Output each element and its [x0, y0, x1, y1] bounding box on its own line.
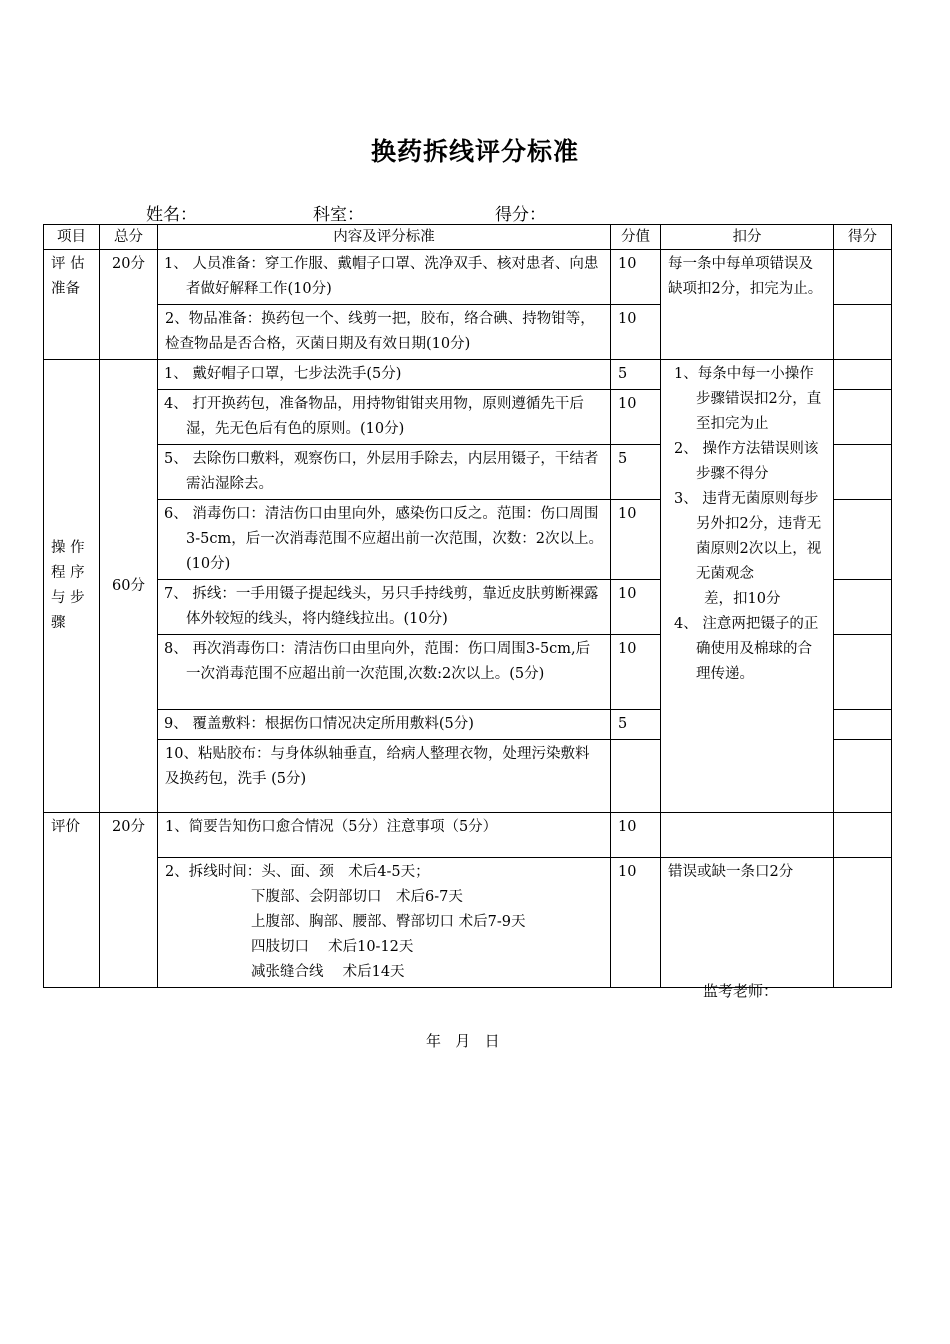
section-assessment-total: 20分 — [100, 250, 158, 360]
score-label: 得分： — [495, 205, 546, 225]
page-title: 换药拆线评分标准 — [370, 137, 579, 166]
scoring-table — [43, 224, 892, 988]
content-cell: 4、 打开换药包，准备物品，用持物钳钳夹用物，原则遵循先干后湿，先无色后有色的原则。(10分) — [158, 390, 611, 445]
value-cell — [611, 740, 661, 813]
proctor-label: 监考老师： — [703, 982, 779, 1000]
score-cell — [834, 858, 892, 988]
value-cell: 10 — [611, 250, 661, 305]
stitch-time-line: 减张缝合线 术后14天 — [251, 964, 405, 980]
deduct-rule: 2、 操作方法错误则该步骤不得分 — [674, 441, 819, 482]
value-cell: 10 — [611, 580, 661, 635]
content-cell: 6、 消毒伤口：清洁伤口由里向外，感染伤口反之。范围：伤口周围3-5cm，后一次消毒范围不应超出前一次范围，次数：2次以上。(10分) — [158, 500, 611, 580]
header-value: 分值 — [611, 225, 661, 250]
score-cell — [834, 390, 892, 445]
header-deduct: 扣分 — [661, 225, 834, 250]
score-cell — [834, 580, 892, 635]
examinee-info-line — [0, 200, 950, 224]
deduct-rule: 3、 违背无菌原则每步另外扣2分，违背无菌原则2次以上，视无菌观念 — [674, 491, 822, 582]
value-cell: 10 — [611, 858, 661, 988]
section-evaluation-item: 评价 — [44, 813, 100, 988]
score-cell — [834, 813, 892, 858]
section-evaluation-total: 20分 — [100, 813, 158, 988]
header-total: 总分 — [100, 225, 158, 250]
table-row — [44, 858, 892, 988]
content-cell: 1、简要告知伤口愈合情况（5分）注意事项（5分） — [158, 813, 611, 858]
value-cell: 10 — [611, 813, 661, 858]
section-procedure-total: 60分 — [100, 360, 158, 813]
score-cell — [834, 305, 892, 360]
deduct-cell — [661, 813, 834, 858]
date-label: 年 月 日 — [426, 1032, 500, 1050]
section-assessment-item: 评 估 准备 — [44, 250, 100, 360]
table-row — [44, 360, 892, 390]
content-cell: 8、 再次消毒伤口：清洁伤口由里向外，范围：伤口周围3-5cm,后一次消毒范围不应超出前一次范围,次数:2次以上。(5分) — [158, 635, 611, 710]
deduct-cell — [661, 360, 834, 813]
content-cell: 2、物品准备：换药包一个、线剪一把，胶布，络合碘、持物钳等，检查物品是否合格，灭菌日期及有效日期(10分) — [158, 305, 611, 360]
score-cell — [834, 500, 892, 580]
value-cell: 10 — [611, 390, 661, 445]
department-label: 科室： — [313, 205, 364, 225]
score-cell — [834, 250, 892, 305]
value-cell: 10 — [611, 305, 661, 360]
header-content: 内容及评分标准 — [158, 225, 611, 250]
score-cell — [834, 740, 892, 813]
content-cell: 1、 戴好帽子口罩，七步法洗手(5分) — [158, 360, 611, 390]
deduct-cell: 每一条中每单项错误及缺项扣2分，扣完为止。 — [661, 250, 834, 360]
deduct-rule: 1、每条中每一小操作步骤错误扣2分，直至扣完为止 — [674, 366, 822, 432]
stitch-time-intro: 2、拆线时间：头、面、颈 术后4-5天； — [165, 864, 430, 880]
deduct-rule: 差，扣10分 — [704, 591, 781, 607]
value-cell: 5 — [611, 445, 661, 500]
table-row — [44, 813, 892, 858]
table-row — [44, 250, 892, 305]
stitch-time-line: 四肢切口 术后10-12天 — [251, 939, 414, 955]
score-cell — [834, 635, 892, 710]
content-cell: 7、 拆线：一手用镊子提起线头，另只手持线剪，靠近皮肤剪断裸露体外较短的线头，将内缝线拉出。(10分) — [158, 580, 611, 635]
score-cell — [834, 710, 892, 740]
value-cell: 10 — [611, 500, 661, 580]
content-cell: 9、 覆盖敷料：根据伤口情况决定所用敷料(5分) — [158, 710, 611, 740]
section-procedure-item: 操 作 程 序 与 步 骤 — [44, 360, 100, 813]
deduct-rule: 4、 注意两把镊子的正确使用及棉球的合理传递。 — [674, 616, 819, 682]
score-cell — [834, 445, 892, 500]
header-item: 项目 — [44, 225, 100, 250]
stitch-time-line: 上腹部、胸部、腰部、臀部切口 术后7-9天 — [251, 914, 526, 930]
deduct-cell: 错误或缺一条口2分 — [661, 858, 834, 988]
header-score: 得分 — [834, 225, 892, 250]
content-cell: 5、 去除伤口敷料，观察伤口，外层用手除去，内层用镊子，干结者需沾湿除去。 — [158, 445, 611, 500]
value-cell: 5 — [611, 710, 661, 740]
table-header-row — [44, 225, 892, 250]
content-cell: 1、 人员准备：穿工作服、戴帽子口罩、洗净双手、核对患者、向患者做好解释工作(10分) — [158, 250, 611, 305]
stitch-time-line: 下腹部、会阴部切口 术后6-7天 — [251, 889, 463, 905]
score-cell — [834, 360, 892, 390]
content-cell — [158, 858, 611, 988]
name-label: 姓名： — [146, 205, 197, 225]
value-cell: 5 — [611, 360, 661, 390]
content-cell: 10、粘贴胶布：与身体纵轴垂直，给病人整理衣物，处理污染敷料及换药包，洗手 (5分) — [158, 740, 611, 813]
value-cell: 10 — [611, 635, 661, 710]
